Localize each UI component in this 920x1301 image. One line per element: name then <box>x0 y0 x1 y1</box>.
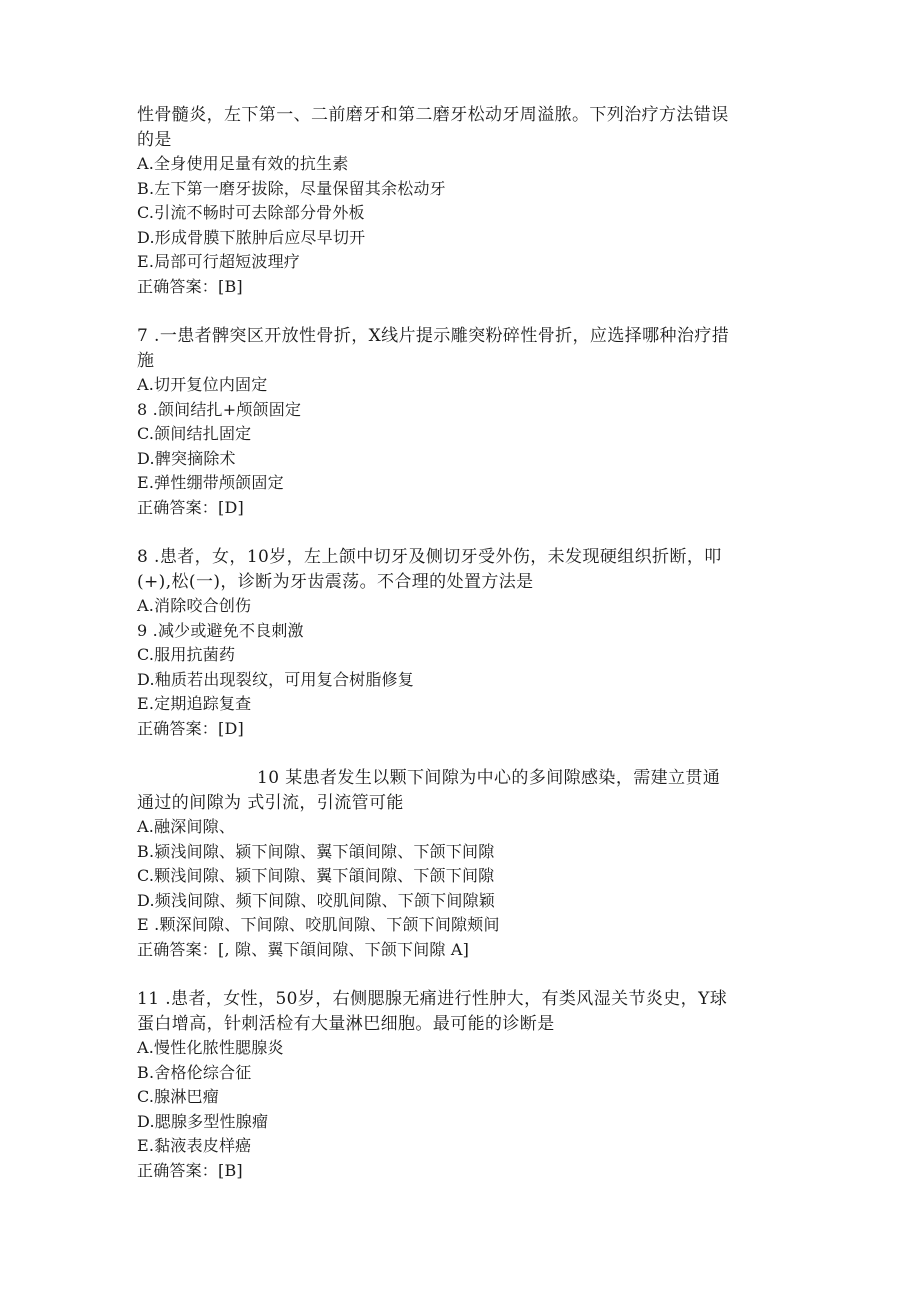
option-b: B.左下第一磨牙拔除，尽量保留其余松动牙 <box>137 178 446 198</box>
question-stem-line: 10 某患者发生以颗下间隙为中心的多间隙感染，需建立贯通 <box>257 768 721 788</box>
question-stem-line: (+),松(一)，诊断为牙齿震荡。不合理的处置方法是 <box>137 571 534 592</box>
option-b: B.颍浅间隙、颍下间隙、翼下頜间隙、下颌下间隙 <box>137 841 495 861</box>
option-e: E.局部可行超短波理疗 <box>137 252 300 271</box>
question-stem-line: 蛋白增高，针刺活检有大量淋巴细胞。最可能的诊断是 <box>137 1013 555 1034</box>
answer-label: 正确答案： <box>137 497 219 517</box>
answer-line <box>137 496 787 521</box>
option-e: E .颗深间隙、下间隙、咬肌间隙、下颌下间隙颊间 <box>137 915 500 934</box>
option-a: A.切开复位内固定 <box>137 375 268 394</box>
option-e: E.定期追踪复查 <box>137 694 252 713</box>
option-e: E.弹性绷带颅颌固定 <box>137 473 284 492</box>
option-c: C.颌间结扎固定 <box>137 424 252 443</box>
option-d: D.髀突摘除术 <box>137 448 236 468</box>
option-b: B.舍格伦综合征 <box>137 1062 252 1082</box>
question-stem-line: 通过的间隙为 式引流，引流管可能 <box>137 792 404 813</box>
question-block <box>137 987 787 1183</box>
answer-label: 正确答案： <box>137 939 219 959</box>
question-block <box>137 766 787 962</box>
option-c: C.服用抗菌药 <box>137 645 236 664</box>
option-b: 9 .减少或避免不良刺激 <box>137 620 304 640</box>
question-stem-line: 施 <box>137 350 155 371</box>
option-d: D.形成骨膜下脓肿后应尽早切开 <box>137 227 366 247</box>
answer-label: 正确答案： <box>137 718 219 738</box>
question-stem-line: 性骨髓炎，左下第一、二前磨牙和第二磨牙松动牙周溢脓。下列治疗方法错误 <box>137 105 729 125</box>
question-stem-line: 7 .一患者髀突区开放性骨折，X线片提示雕突粉碎性骨折，应选择哪种治疗措 <box>137 326 730 346</box>
option-c: C.颗浅间隙、颍下间隙、翼下頜间隙、下颌下间隙 <box>137 866 495 885</box>
answer-value: [D] <box>218 718 244 738</box>
option-a: A.消除咬合创伤 <box>137 596 252 615</box>
option-d: D.频浅间隙、频下间隙、咬肌间隙、下颌下间隙颖 <box>137 890 495 910</box>
option-b: 8 .颌间结扎+颅颌固定 <box>137 399 302 419</box>
question-stem-line: 11 .患者，女性，50岁，右侧腮腺无痛进行性肿大，有类风湿关节炎史，Y球 <box>137 989 728 1009</box>
answer-line <box>137 938 787 963</box>
question-block <box>137 545 787 741</box>
option-d: D.腮腺多型性腺瘤 <box>137 1111 269 1131</box>
answer-line <box>137 1159 787 1184</box>
answer-value: [D] <box>218 497 244 517</box>
question-stem-line: 的是 <box>137 129 172 150</box>
question-block <box>137 324 787 520</box>
option-a: A.慢性化脓性腮腺炎 <box>137 1038 284 1057</box>
answer-line <box>137 717 787 742</box>
answer-value: [B] <box>218 276 243 296</box>
question-list <box>137 103 787 1208</box>
answer-value: [B] <box>218 1160 243 1180</box>
question-stem-line: 8 .患者，女，10岁，左上颌中切牙及侧切牙受外伤，未发现硬组织折断，叩 <box>137 547 722 567</box>
option-c: C.腺淋巴瘤 <box>137 1087 219 1106</box>
option-d: D.釉质若出现裂纹，可用复合树脂修复 <box>137 669 414 689</box>
option-c: C.引流不畅时可去除部分骨外板 <box>137 203 365 222</box>
answer-line <box>137 275 787 300</box>
option-a: A.融深间隙、 <box>137 817 236 836</box>
option-e: E.黏液表皮样癌 <box>137 1136 252 1155</box>
option-a: A.全身使用足量有效的抗生素 <box>137 154 349 173</box>
answer-label: 正确答案： <box>137 276 219 296</box>
question-block <box>137 103 787 299</box>
answer-value: [, 隙、翼下頜间隙、下颌下间隙 A] <box>218 939 470 959</box>
answer-label: 正确答案： <box>137 1160 219 1180</box>
